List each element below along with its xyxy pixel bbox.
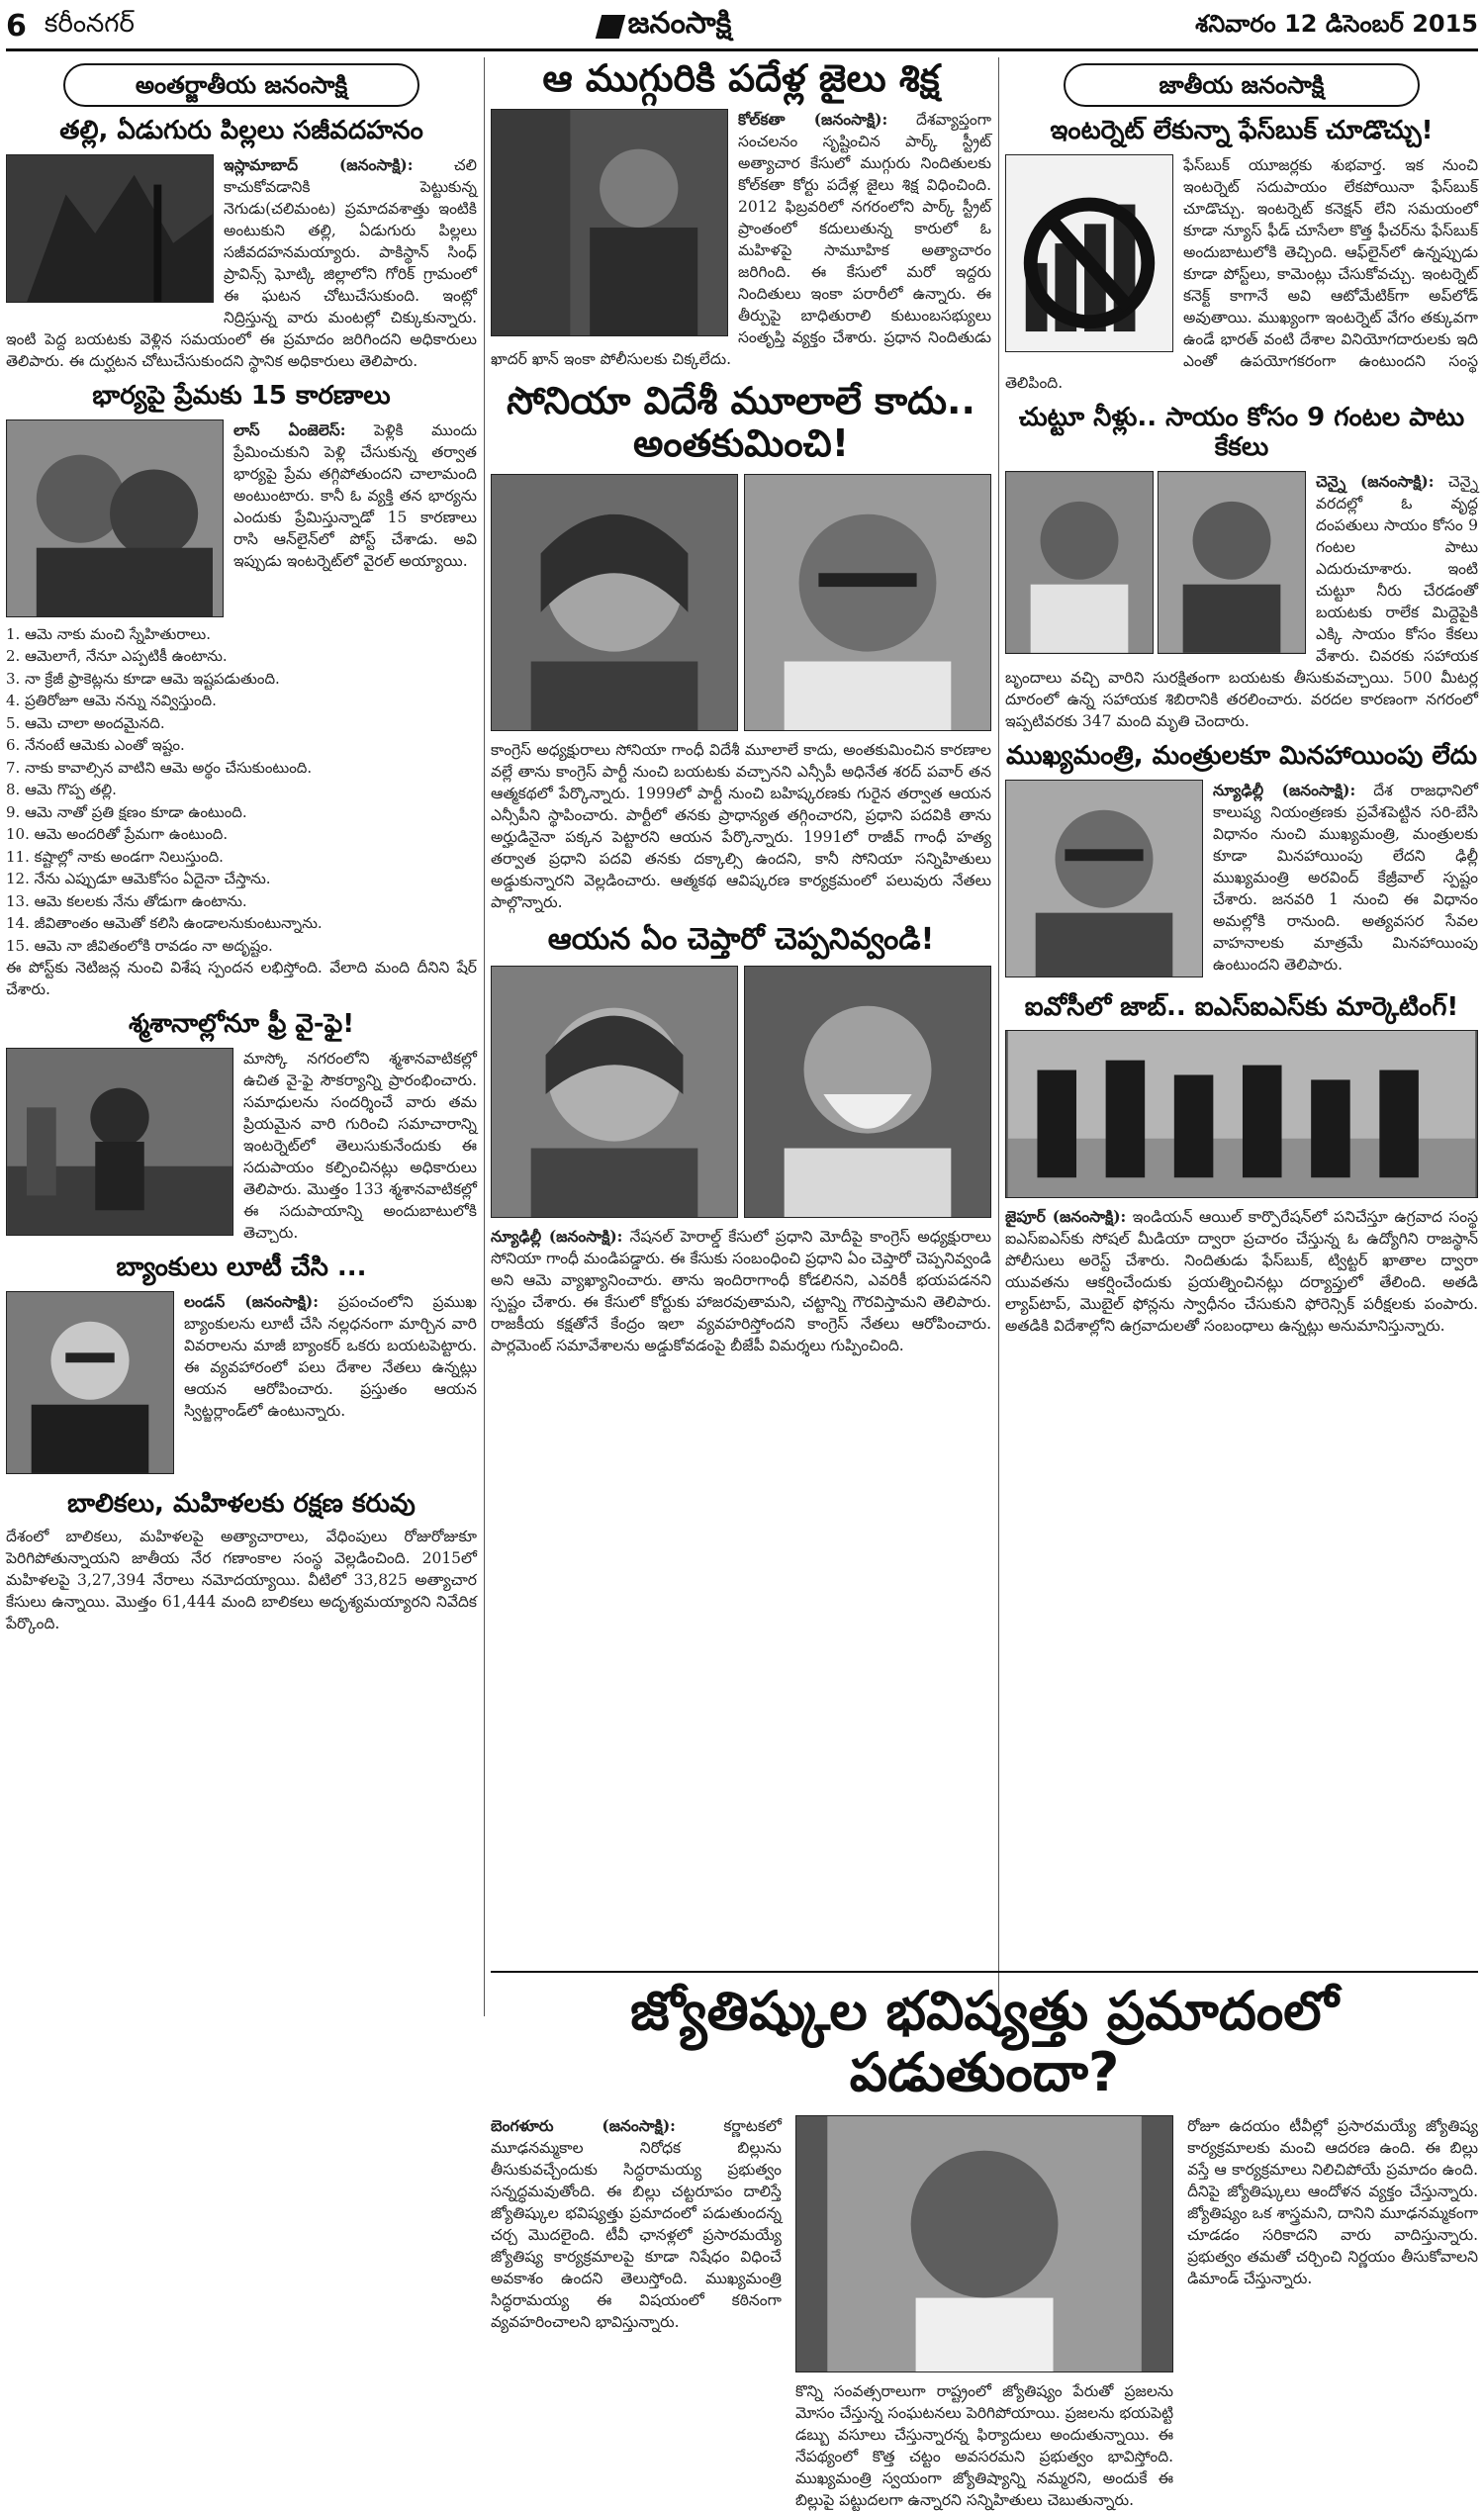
story-body: ఫేస్‌బుక్ యూజర్లకు శుభవార్త. ఇక నుంచి ఇంటర్నెట్ సదుపాయం లేకపోయినా ఫేస్‌బుక్ చూడొచ్చు. ఇంటర్నెట్ కనెక్షన్ లేని సమయంలో కూడా న్యూస్ ఫీడ్ చూసేలా కొత్త ఫీచర్‌ను ఫేస్‌బుక్ అందుబాటులోకి తెచ్చింది. ఆఫ్‌లైన్‌లో ఉన్నప్పుడు కూడా పోస్ట్‌లు, కామెంట్లు చేసుకోవచ్చు. ఇంటర్నెట్ కనెక్ట్ కాగానే అవి ఆటోమేటిక్‌గా అప్‌లోడ్ అవుతాయి. ముఖ్యంగా ఇంటర్నెట్ వేగం తక్కువగా ఉండే భారత్ వంటి దేశాల వినియోగదారులకు ఇది ఎంతో ఉపయోగకరంగా ఉంటుందని సంస్థ తెలిపింది.	[1005, 155, 1478, 392]
elderly-man-photo	[1005, 471, 1154, 654]
dateline: చెన్నై (జనంసాక్షి):	[1316, 471, 1435, 491]
sonia-photo-2	[491, 966, 738, 1218]
section-tag: అంతర్జాతీయ జనంసాక్షి	[63, 63, 419, 107]
headline: ఐవోసీలో జాబ్.. ఐఎస్‌ఐఎస్‌కు మార్కెటింగ్!	[1024, 991, 1459, 1022]
story-bank-loot	[6, 1254, 477, 1480]
list-item: 2. ఆమెలాగే, నేనూ ఎప్పటికీ ఉంటాను.	[6, 647, 228, 666]
story-body: పెళ్లికి ముందు ప్రేమించుకుని పెళ్లి చేసుకున్న తర్వాత భార్యపై ప్రేమ తగ్గిపోతుందని చాలామంది అంటుంటారు. కానీ ఓ వ్యక్తి తన భార్యను ఎందుకు ప్రేమిస్తున్నాడో 15 కారణాలు రాసి ఆన్‌లైన్‌లో పోస్ట్ చేశాడు. అవి ఇప్పుడు ఇంటర్నెట్‌లో వైరల్ అయ్యాయి.	[233, 420, 477, 570]
headline: ఆయన ఏం చెప్తారో చెప్పనివ్వండి!	[547, 922, 935, 958]
story-isis-job	[1005, 993, 1478, 1338]
story-body: ప్రపంచంలోని ప్రముఖ బ్యాంకులను లూటీ చేసి నల్లధనంగా మార్చిన వారి వివరాలను మాజీ బ్యాంకర్ ఒకరు బయటపెట్టారు. ఈ వ్యవహారంలో పలు దేశాల నేతలు ఉన్నట్లు ఆయన ఆరోపించారు. ప్రస్తుతం ఆయన స్విట్జర్లాండ్‌లో ఉంటున్నారు.	[184, 1293, 477, 1421]
story-body: దేశ రాజధానిలో కాలుష్య నియంత్రణకు ప్రవేశపెట్టిన సరి-బేసి విధానం నుంచి ముఖ్యమంత్రి, మంత్రులకు కూడా మినహాయింపు లేదని ఢిల్లీ ముఖ్యమంత్రి అరవింద్ కేజ్రీవాల్ స్పష్టం చేశారు. జనవరి 1 నుంచి ఈ విధానం అమల్లోకి రానుంది. అత్యవసర సేవల వాహనాలకు మాత్రమే మినహాయింపు ఉంటుందని తెలిపారు.	[1213, 781, 1478, 974]
column-divider	[484, 57, 485, 2016]
headline: భార్యపై ప్రేమకు 15 కారణాలు	[92, 380, 391, 411]
story-women-safety	[6, 1490, 477, 1634]
pawar-photo	[744, 474, 991, 731]
headline: తల్లి, ఏడుగురు పిల్లలు సజీవదహనం	[59, 116, 423, 145]
dateline: కోల్‌కతా (జనంసాక్షి):	[738, 109, 888, 129]
story-body: మాస్కో నగరంలోని శ్మశానవాటికల్లో ఉచిత వై-ఫై సౌకర్యాన్ని ప్రారంభించారు. సమాధులను సందర్శించే వారు తమ ప్రియమైన వారి గురించి సమాచారాన్ని ఇంటర్నెట్‌లో తెలుసుకునేందుకు ఈ సదుపాయం కల్పించినట్లు అధికారులు తెలిపారు. మొత్తం 133 శ్మశానవాటికల్లో ఈ సదుపాయాన్ని అందుబాటులోకి తెచ్చారు.	[243, 1050, 477, 1243]
court-photo	[491, 109, 728, 336]
story-body: నేషనల్ హెరాల్డ్ కేసులో ప్రధాని మోదీపై కాంగ్రెస్ అధ్యక్షురాలు సోనియా గాంధీ మండిపడ్డారు. ఈ కేసుకు సంబంధించి ప్రధాని ఏం చెప్తారో చెప్పనివ్వండి అని ఆమె వ్యాఖ్యానించారు. తాను ఇందిరాగాంధీ కోడలినని, ఎవరికీ భయపడనని స్పష్టం చేశారు. ఈ కేసులో కోర్టుకు హాజరవుతామని, చట్టాన్ని గౌరవిస్తామని తెలిపారు. రాజకీయ కక్షతోనే కేంద్రం ఇలా వ్యవహరిస్తోందని కాంగ్రెస్ నేతలు ఆరోపించారు. పార్లమెంట్ సమావేశాలను అడ్డుకోవడంపై బీజేపీ విమర్శలు గుప్పించింది.	[491, 1227, 991, 1354]
story-body: ఇండియన్ ఆయిల్ కార్పొరేషన్‌లో పనిచేస్తూ ఉగ్రవాద సంస్థ ఐఎస్‌ఐఎస్‌కు సోషల్ మీడియా ద్వారా ప్రచారం చేస్తున్న ఓ ఉద్యోగిని రాజస్థాన్ పోలీసులు అరెస్ట్ చేశారు. నిందితుడు ఫేస్‌బుక్, ట్విట్టర్ ఖాతాల ద్వారా యువతను ఆకర్షించేందుకు ప్రయత్నించినట్లు దర్యాప్తులో తేలింది. అతడి ల్యాప్‌టాప్, మొబైల్ ఫోన్లను స్వాధీనం చేసుకుని ఫోరెన్సిక్ పరీక్షలకు పంపారు. అతడికి విదేశాల్లోని ఉగ్రవాదులతో సంబంధాలు ఉన్నట్లు అనుమానిస్తున్నారు.	[1005, 1208, 1478, 1336]
list-item: 4. ప్రతిరోజూ ఆమె నన్ను నవ్విస్తుంది.	[6, 692, 217, 710]
dateline: జైపూర్ (జనంసాక్షి):	[1005, 1207, 1127, 1227]
section-tag: జాతీయ జనంసాక్షి	[1064, 63, 1420, 107]
dateline: ఇస్లామాబాద్ (జనంసాక్షి):	[224, 154, 414, 174]
dateline: బెంగళూరు (జనంసాక్షి):	[491, 2116, 676, 2136]
kejriwal-photo	[1005, 780, 1203, 977]
story-body: చలి కాచుకోవడానికి పెట్టుకున్న నెగుడు(చలిమంట) ప్రమాదవశాత్తు ఇంటికి అంటుకుని తల్లి, ఏడుగురు పిల్లలు సజీవదహనమయ్యారు. పాకిస్థాన్ సింధ్ ప్రావిన్స్ ఘోట్కి జిల్లాలోని గోరిక్ గ్రామంలో ఈ ఘటన చోటుచేసుకుంది. ఇంట్లో నిద్రిస్తున్న వారు మంటల్లో చిక్కుకున్నారు. ఇంటి పెద్ద బయటకు వెళ్లిన సమయంలో ఈ ప్రమాదం జరిగిందని అధికారులు తెలిపారు. ఈ దుర్ఘటన చోటుచేసుకుందని స్థానిక అధికారులు తెలిపారు.	[6, 155, 477, 370]
couple-photo	[6, 419, 224, 617]
story-sonia-pawar	[491, 380, 991, 913]
story-body: చెన్నై వరదల్లో ఓ వృద్ధ దంపతులు సాయం కోసం 9 గంటల పాటు ఎదురుచూశారు. ఇంటి చుట్టూ నీరు చేరడంతో బయటకు రాలేక మిద్దెపైకి ఎక్కి సాయం కోసం కేకలు వేశారు. చివరకు సహాయక బృందాలు వచ్చి వారిని సురక్షితంగా బయటకు తీసుకువచ్చాయి. 500 మీటర్ల దూరంలో ఉన్న సహాయక శిబిరానికి తరలించారు. వరదల కారణంగా నగరంలో ఇప్పటివరకు 347 మంది మృతి చెందారు.	[1005, 472, 1478, 730]
elderly-woman-photo	[1158, 471, 1306, 654]
story-body: కొన్ని సంవత్సరాలుగా రాష్ట్రంలో జ్యోతిష్యం పేరుతో ప్రజలను మోసం చేస్తున్న సంఘటనలు పెరిగిపోయాయి. ప్రజలను భయపెట్టి డబ్బు వసూలు చేస్తున్నారన్న ఫిర్యాదులు అందుతున్నాయి. ఈ నేపథ్యంలో కొత్త చట్టం అవసరమని ప్రభుత్వం భావిస్తోంది. ముఖ్యమంత్రి స్వయంగా జ్యోతిష్యాన్ని నమ్మరని, అందుకే ఈ బిల్లుపై పట్టుదలగా ఉన్నారని సన్నిహితులు చెబుతున్నారు.	[794, 2382, 1174, 2510]
edition-name: కరీంనగర్	[44, 8, 135, 39]
story-sonia-modi	[491, 923, 991, 1356]
page-number: 6	[6, 9, 27, 44]
story-wife-love	[6, 382, 477, 1000]
list-item: 6. నేనంటే ఆమెకు ఎంతో ఇష్టం.	[6, 736, 185, 755]
banker-photo	[6, 1291, 174, 1474]
column-divider	[998, 57, 999, 2016]
list-item: 5. ఆమె చాలా అందమైనది.	[6, 713, 165, 732]
headline: సోనియా విదేశీ మూలాలే కాదు.. అంతకుమించి!	[507, 378, 975, 466]
paper-logo	[599, 6, 732, 47]
list-item: 11. కష్టాల్లో నాకు అండగా నిలుస్తుంది.	[6, 847, 224, 866]
cemetery-photo	[6, 1048, 233, 1236]
headline: జ్యోతిష్కుల భవిష్యత్తు ప్రమాదంలో పడుతుందా?	[630, 1980, 1339, 2104]
headline: ఆ ముగ్గురికి పదేళ్ల జైలు శిక్ష	[542, 56, 940, 100]
list-item: 3. నా క్రేజీ ఫ్రాకెట్లను కూడా ఆమె ఇష్టపడుతుంది.	[6, 669, 280, 688]
dateline: లండన్ (జనంసాక్షి):	[184, 1292, 319, 1312]
story-family-fire	[6, 117, 477, 372]
list-item: 10. ఆమె అందరితో ప్రేమగా ఉంటుంది.	[6, 825, 229, 844]
list-item: 15. ఆమె నా జీవితంలోకి రావడం నా అదృష్టం.	[6, 936, 273, 955]
list-item: 12. నేను ఎప్పుడూ ఆమెకోసం ఏదైనా చేస్తాను.	[6, 870, 271, 888]
siddaramaiah-photo	[795, 2115, 1173, 2372]
story-body: కర్ణాటకలో మూఢనమ్మకాల నిరోధక బిల్లును తీసుకువచ్చేందుకు సిద్ధరామయ్య ప్రభుత్వం సన్నద్ధమవుతోంది. ఈ బిల్లు చట్టరూపం దాలిస్తే జ్యోతిష్కుల భవిష్యత్తు ప్రమాదంలో పడుతుందన్న చర్చ మొదలైంది. టీవీ ఛానళ్లలో ప్రసారమయ్యే జ్యోతిష్య కార్యక్రమాలపై కూడా నిషేధం విధించే అవకాశం ఉందని తెలుస్తోంది. ముఖ్యమంత్రి సిద్ధరామయ్య ఈ విషయంలో కఠినంగా వ్యవహరించాలని భావిస్తున్నారు.	[491, 2117, 782, 2332]
story-chennai-flood	[1005, 404, 1478, 732]
militants-photo	[1005, 1030, 1478, 1198]
list-item: 9. ఆమె నాతో ప్రతి క్షణం కూడా ఉంటుంది.	[6, 802, 247, 821]
headline: బాలికలు, మహిళలకు రక్షణ కరువు	[67, 1489, 416, 1520]
story-jail-sentence	[491, 57, 991, 370]
logo-icon	[595, 15, 624, 39]
headline: ముఖ్యమంత్రి, మంత్రులకూ మినహాయింపు లేదు	[1005, 740, 1478, 771]
dateline: న్యూఢిల్లీ (జనంసాక్షి):	[1213, 780, 1356, 799]
list-item: 14. జీవితాంతం ఆమెతో కలిసి ఉండాలనుకుంటున్నాను.	[6, 914, 323, 933]
story-body: దేశవ్యాప్తంగా సంచలనం సృష్టించిన పార్క్ స్ట్రీట్ అత్యాచార కేసులో ముగ్గురు నిందితులకు కోల్‌కతా కోర్టు పదేళ్ల జైలు శిక్ష విధించింది. 2012 ఫిబ్రవరిలో నగరంలోని పార్క్ స్ట్రీట్ ప్రాంతంలో కదులుతున్న కారులో ఓ మహిళపై సామూహిక అత్యాచారం జరిగింది. ఈ కేసులో మరో ఇద్దరు నిందితులు ఇంకా పరారీలో ఉన్నారు. ఈ తీర్పుపై బాధితురాలి కుటుంబసభ్యులు సంతృప్తి వ్యక్తం చేశారు. ప్రధాన నిందితుడు ఖాదర్ ఖాన్ ఇంకా పోలీసులకు చిక్కలేదు.	[491, 110, 991, 368]
dateline: లాస్ ఏంజెలెస్:	[233, 419, 346, 439]
headline: శ్మశానాల్లోనూ ఫ్రీ వై-ఫై!	[128, 1009, 355, 1040]
story-facebook-offline	[1005, 117, 1478, 394]
modi-photo	[744, 966, 991, 1218]
headline: బ్యాంకులు లూటీ చేసి ...	[116, 1253, 367, 1283]
list-item: 1. ఆమె నాకు మంచి స్నేహితురాలు.	[6, 624, 211, 643]
story-kejriwal	[1005, 742, 1478, 983]
reasons-list	[6, 623, 477, 958]
list-item: 8. ఆమె గొప్ప తల్లి.	[6, 781, 117, 799]
astrology-story	[491, 1963, 1478, 2511]
masthead	[6, 4, 1478, 51]
no-internet-graphic	[1005, 154, 1173, 352]
issue-date: శనివారం 12 డిసెంబర్ 2015	[1195, 9, 1478, 38]
list-item: 13. ఆమె కలలకు నేను తోడుగా ఉంటాను.	[6, 891, 247, 910]
fire-photo	[6, 154, 214, 303]
headline: చుట్టూ నీళ్లు.. సాయం కోసం 9 గంటల పాటు కేకలు	[1018, 402, 1465, 462]
sonia-photo	[491, 474, 738, 731]
international-column	[6, 57, 477, 2462]
divider	[491, 1971, 1478, 1973]
headline: ఇంటర్నెట్ లేకున్నా ఫేస్‌బుక్ చూడొచ్చు!	[1050, 116, 1434, 145]
story-cemetery-wifi	[6, 1010, 477, 1244]
story-body: రోజూ ఉదయం టీవీల్లో ప్రసారమయ్యే జ్యోతిష్య కార్యక్రమాలకు మంచి ఆదరణ ఉంది. ఈ బిల్లు వస్తే ఆ కార్యక్రమాలు నిలిచిపోయే ప్రమాదం ఉంది. దీనిపై జ్యోతిష్కులు ఆందోళన వ్యక్తం చేస్తున్నారు. జ్యోతిష్యం ఒక శాస్త్రమని, దానిని మూఢనమ్మకంగా చూడడం సరికాదని వారు వాదిస్తున్నారు. ప్రభుత్వం తమతో చర్చించి నిర్ణయం తీసుకోవాలని డిమాండ్ చేస్తున్నారు.	[1187, 2117, 1478, 2288]
paper-name: జనంసాక్షి	[627, 5, 732, 41]
story-closing: ఈ పోస్ట్‌కు నెటిజన్ల నుంచి విశేష స్పందన లభిస్తోంది. వేలాది మంది దీనిని షేర్ చేశారు.	[6, 959, 477, 999]
dateline: న్యూఢిల్లీ (జనంసాక్షి):	[491, 1226, 623, 1246]
story-body: కాంగ్రెస్ అధ్యక్షురాలు సోనియా గాంధీ విదేశీ మూలాలే కాదు, అంతకుమించిన కారణాల వల్లే తాను కాంగ్రెస్ పార్టీ నుంచి బయటకు వచ్చానని ఎన్సీపీ అధినేత శరద్ పవార్ తన ఆత్మకథలో పేర్కొన్నారు. 1999లో పార్టీ నుంచి బహిష్కరణకు గురైన తర్వాత ఆయన ఎన్సీపీని స్థాపించారు. పార్టీలో తనకు ప్రాధాన్యత తగ్గించారని, ప్రధాని పదవికి తాను అర్హుడినైనా పక్కన పెట్టారని ఆయన పేర్కొన్నారు. 1991లో రాజీవ్ గాంధీ హత్య తర్వాత ప్రధాని పదవి తనకు దక్కాల్సి ఉందని, కానీ సోనియా సన్నిహితులు అడ్డుకున్నారని వెల్లడించారు. ఆత్మకథ ఆవిష్కరణ కార్యక్రమంలో పలువురు నేతలు పాల్గొన్నారు.	[491, 741, 991, 912]
list-item: 7. నాకు కావాల్సిన వాటిని ఆమె అర్థం చేసుకుంటుంది.	[6, 758, 313, 777]
story-body: దేశంలో బాలికలు, మహిళలపై అత్యాచారాలు, వేధింపులు రోజురోజుకూ పెరిగిపోతున్నాయని జాతీయ నేర గణాంకాల సంస్థ వెల్లడించింది. 2015లో మహిళలపై 3,27,394 నేరాలు నమోదయ్యాయి. వీటిలో 33,825 అత్యాచార కేసులు ఉన్నాయి. మొత్తం 61,444 మంది బాలికలు అదృశ్యమయ్యారని నివేదిక పేర్కొంది.	[6, 1527, 477, 1632]
